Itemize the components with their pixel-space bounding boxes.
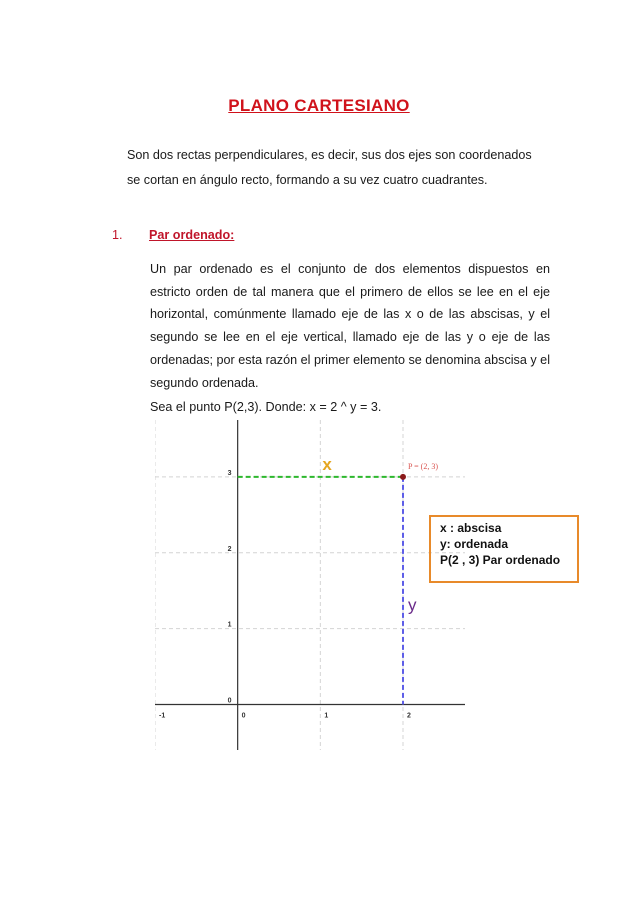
y-tick-label: 3 xyxy=(227,469,232,477)
section-number: 1. xyxy=(112,228,123,242)
x-tick-label: 1 xyxy=(324,712,329,720)
y-tick-label: 0 xyxy=(227,697,232,705)
y-tick-label: 1 xyxy=(227,621,232,629)
point-p xyxy=(400,474,406,480)
x-marker-label: x xyxy=(322,454,332,474)
x-tick-label: 0 xyxy=(241,712,246,720)
page-title: PLANO CARTESIANO xyxy=(228,96,410,115)
y-marker-label: y xyxy=(408,595,417,615)
example-text: Sea el punto P(2,3). Donde: x = 2 ^ y = 3. xyxy=(150,400,382,414)
y-tick-label: 2 xyxy=(227,545,232,553)
legend-box xyxy=(429,515,579,583)
definition-paragraph: Un par ordenado es el conjunto de dos elementos dispuestos en estricto orden de tal manera que el primero de ellos se lee en el eje horizontal, comúnmente llamado eje de las x o de las abscisas, y el segundo se lee en el eje vertical, llamado eje de las y o eje de las ordenadas; por esta razón el primer elemento se denomina abscisa y el segundo ordenada. xyxy=(150,262,550,390)
cartesian-chart xyxy=(155,420,465,750)
intro-line-1: Son dos rectas perpendiculares, es decir, sus dos ejes son coordenados xyxy=(127,148,532,162)
point-label: P = (2, 3) xyxy=(408,461,438,471)
x-tick-label: -1 xyxy=(159,712,166,720)
point-marks xyxy=(238,455,439,705)
legend-line-par: P(2 , 3) Par ordenado xyxy=(440,553,561,567)
legend-line-ordenada: y: ordenada xyxy=(440,537,509,551)
section-title: Par ordenado: xyxy=(149,228,235,242)
intro-line-2: se cortan en ángulo recto, formando a su vez cuatro cuadrantes. xyxy=(127,173,488,187)
x-tick-label: 2 xyxy=(407,712,411,720)
tick-labels xyxy=(159,470,411,720)
intro-paragraph xyxy=(127,143,567,193)
legend-line-abscisa: x : abscisa xyxy=(440,521,502,535)
